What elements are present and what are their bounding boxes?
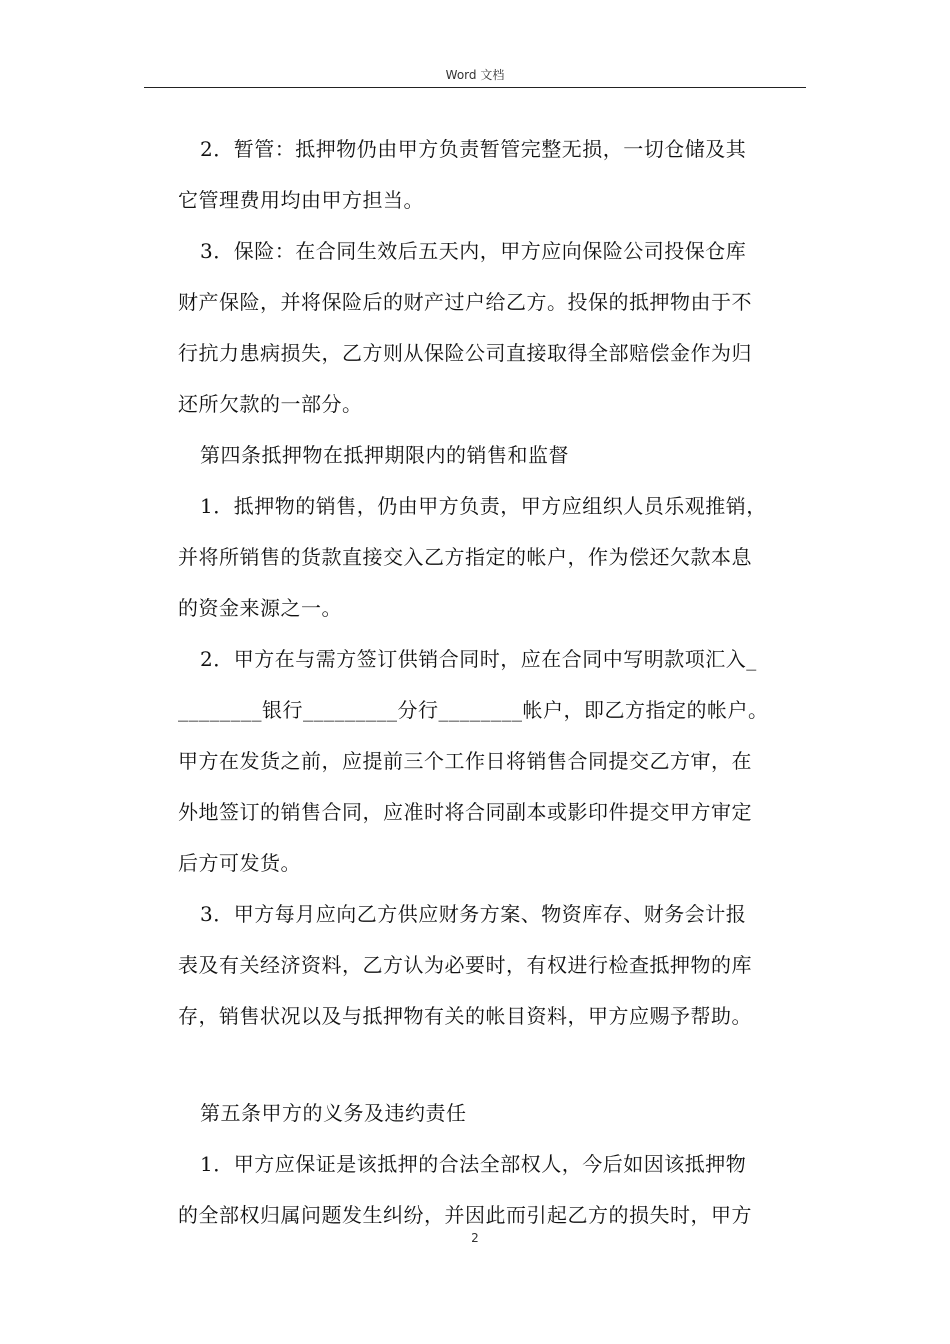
paragraph-line: 2．甲方在与需方签订供销合同时，应在合同中写明款项汇入_ (200, 647, 757, 671)
paragraph-line: 外地签订的销售合同，应准时将合同副本或影印件提交甲方审定 (178, 800, 752, 824)
paragraph-line: 1．甲方应保证是该抵押的合法全部权人，今后如因该抵押物 (200, 1152, 747, 1176)
paragraph-line: 存，销售状况以及与抵押物有关的帐目资料，甲方应赐予帮助。 (178, 1004, 752, 1028)
paragraph-line: ________银行_________分行________帐户，即乙方指定的帐户。 (178, 698, 769, 722)
paragraph-line: 的资金来源之一。 (178, 596, 342, 620)
paragraph-line: 1．抵押物的销售，仍由甲方负责，甲方应组织人员乐观推销， (200, 494, 767, 518)
section-heading: 第五条甲方的义务及违约责任 (200, 1101, 467, 1125)
paragraph-line: 2．暂管：抵押物仍由甲方负责暂管完整无损，一切仓储及其 (200, 137, 747, 161)
paragraph-line: 财产保险，并将保险后的财产过户给乙方。投保的抵押物由于不 (178, 290, 752, 314)
paragraph-line: 行抗力患病损失，乙方则从保险公司直接取得全部赔偿金作为归 (178, 341, 752, 365)
paragraph-line: 甲方在发货之前，应提前三个工作日将销售合同提交乙方审，在 (178, 749, 752, 773)
paragraph-line: 表及有关经济资料，乙方认为必要时，有权进行检查抵押物的库 (178, 953, 752, 977)
paragraph-line: 并将所销售的货款直接交入乙方指定的帐户，作为偿还欠款本息 (178, 545, 752, 569)
paragraph-line: 还所欠款的一部分。 (178, 392, 363, 416)
paragraph-line: 3．甲方每月应向乙方供应财务方案、物资库存、财务会计报 (200, 902, 747, 926)
document-body (178, 124, 818, 1241)
paragraph-line: 它管理费用均由甲方担当。 (178, 188, 424, 212)
section-heading: 第四条抵押物在抵押期限内的销售和监督 (200, 443, 569, 467)
paragraph-line: 后方可发货。 (178, 851, 301, 875)
page-header: Word 文档 (445, 68, 505, 82)
header-divider (144, 87, 806, 88)
paragraph-line: 的全部权归属问题发生纠纷，并因此而引起乙方的损失时，甲方 (178, 1203, 752, 1227)
paragraph-line: 3．保险：在合同生效后五天内，甲方应向保险公司投保仓库 (200, 239, 747, 263)
page-number: 2 (471, 1231, 479, 1245)
